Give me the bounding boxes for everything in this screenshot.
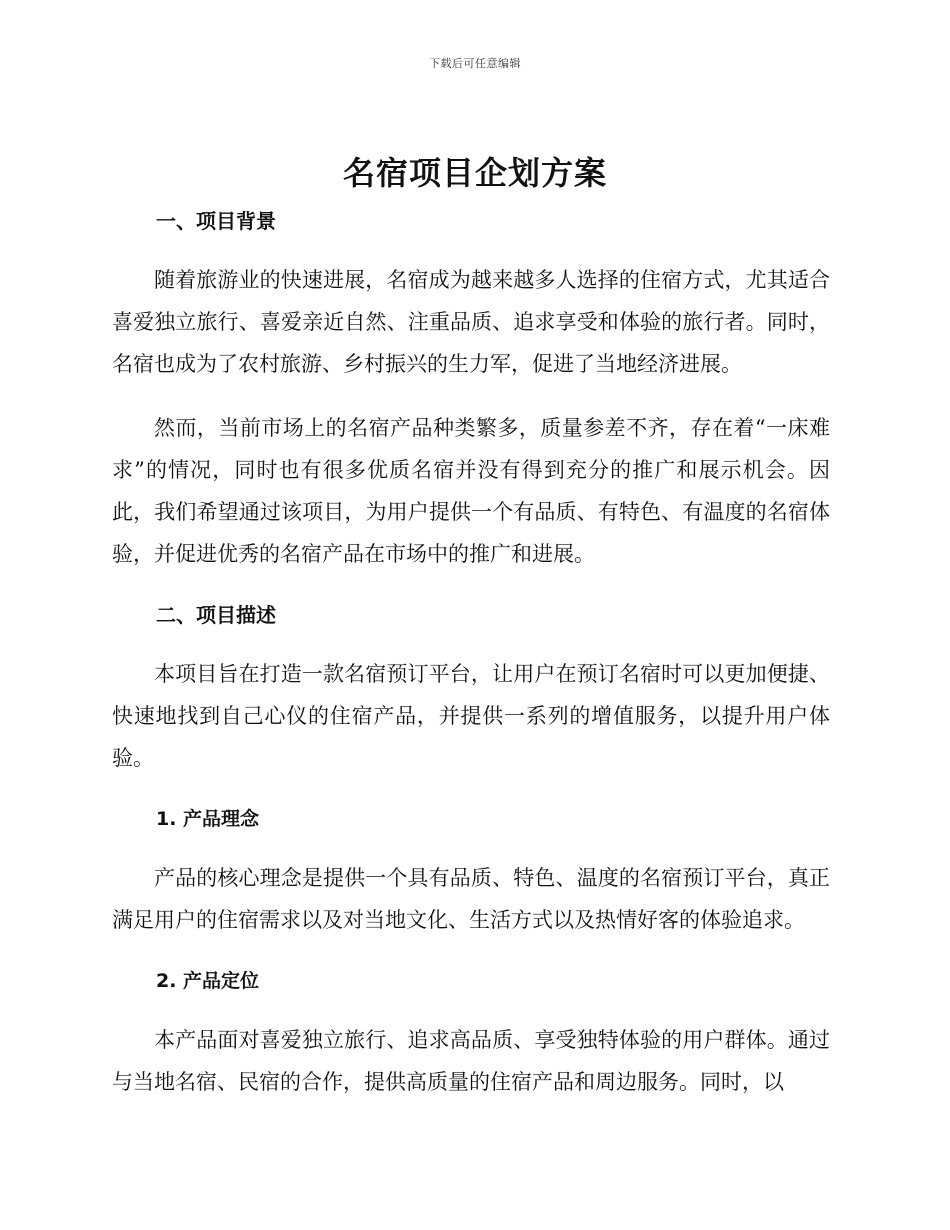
paragraph: 然而，当前市场上的名宿产品种类繁多，质量参差不齐，存在着“一床难求”的情况，同时也有很多优质名宿并没有得到充分的推广和展示机会。因此，我们希望通过该项目，为用户提供一个有品质、有特色、有温度的名宿体验，并促进优秀的名宿产品在市场中的推广和进展。: [112, 416, 830, 566]
paragraph: 随着旅游业的快速进展，名宿成为越来越多人选择的住宿方式，尤其适合喜爱独立旅行、喜爱亲近自然、注重品质、追求享受和体验的旅行者。同时，名宿也成为了农村旅游、乡村振兴的生力军，促进了当地经济进展。: [112, 268, 830, 376]
paragraph: 本项目旨在打造一款名宿预订平台，让用户在预订名宿时可以更加便捷、快速地找到自己心仪的住宿产品，并提供一系列的增值服务，以提升用户体验。: [112, 662, 830, 770]
paragraph: 产品的核心理念是提供一个具有品质、特色、温度的名宿预订平台，真正满足用户的住宿需求以及对当地文化、生活方式以及热情好客的体验追求。: [112, 866, 830, 932]
subsection-heading-concept: 1. 产品理念: [156, 808, 260, 830]
document-body: [112, 205, 830, 1103]
header-note: 下载后可任意编辑: [429, 57, 521, 70]
paragraph: 本产品面对喜爱独立旅行、追求高品质、享受独特体验的用户群体。通过与当地名宿、民宿的合作，提供高质量的住宿产品和周边服务。同时，以: [112, 1028, 830, 1094]
section-heading-background: 一、项目背景: [156, 209, 276, 233]
section-heading-description: 二、项目描述: [156, 603, 276, 627]
subsection-heading-positioning: 2. 产品定位: [156, 970, 260, 992]
document-title: 名宿项目企划方案: [342, 154, 607, 192]
